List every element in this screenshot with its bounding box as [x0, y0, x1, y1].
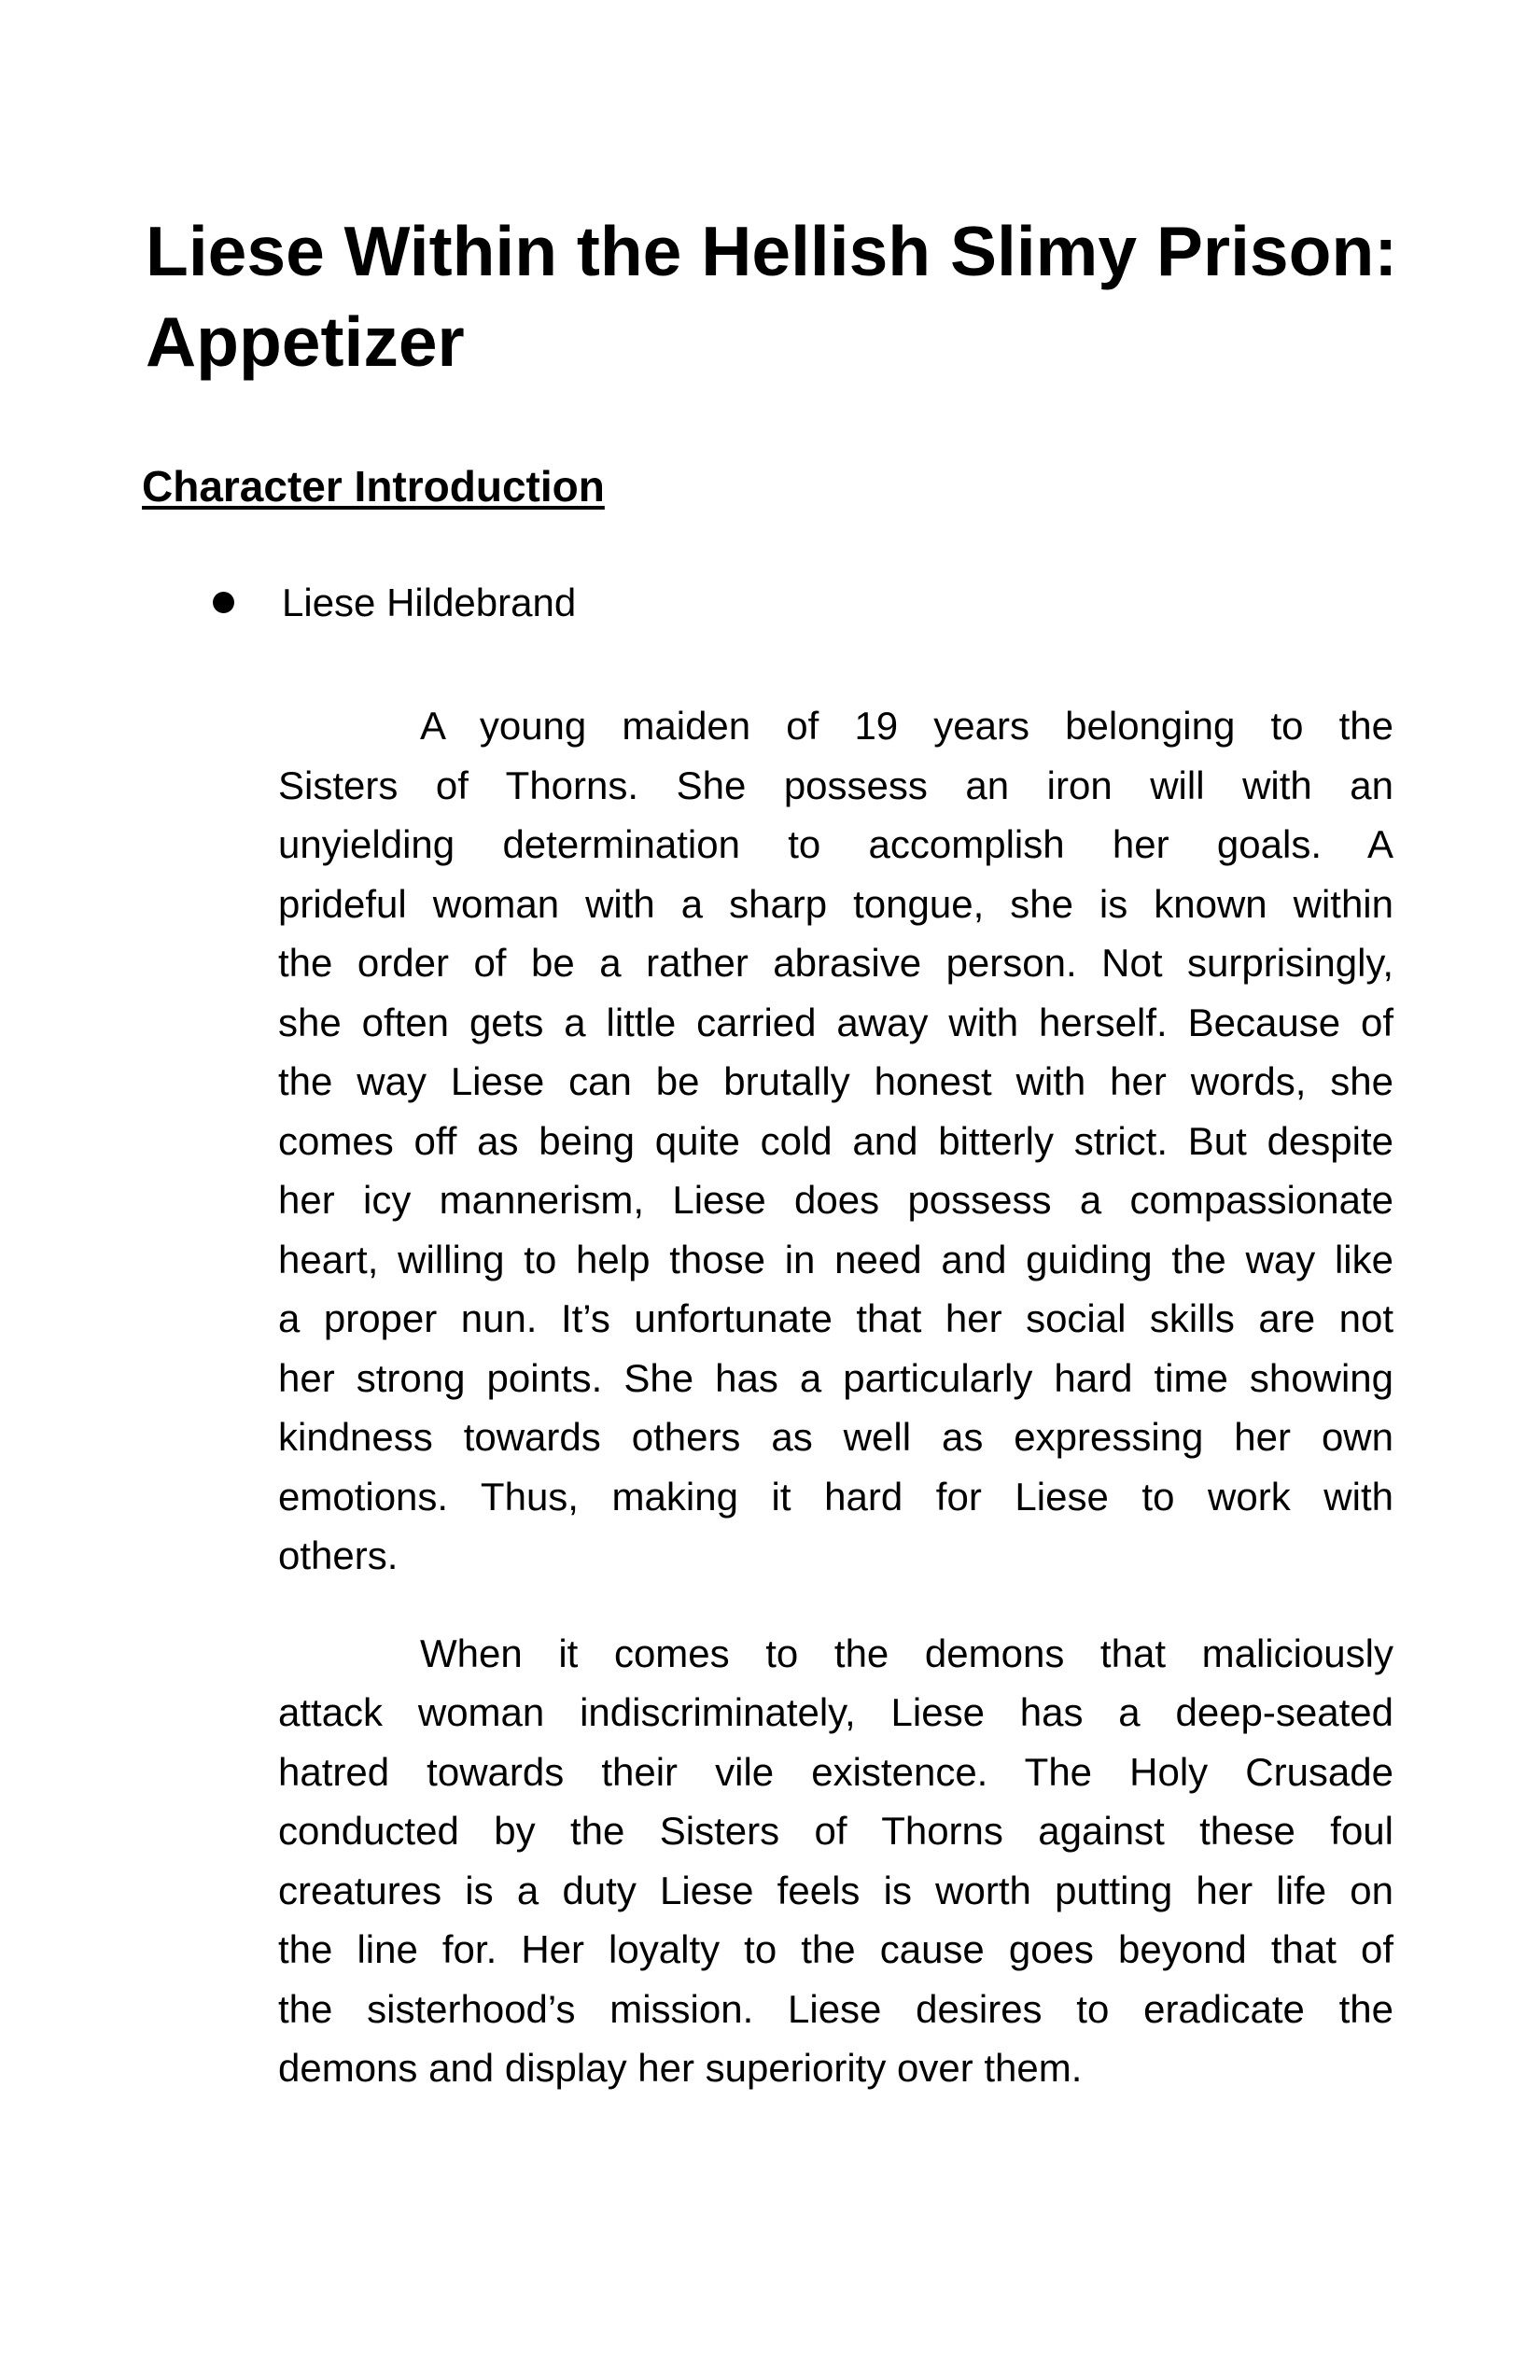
paragraph-line: heart, willing to help those in need and guiding the way like	[278, 1237, 1393, 1281]
paragraph-line: prideful woman with a sharp tongue, she is known within	[278, 881, 1393, 926]
section-heading	[142, 458, 605, 514]
section-heading-text: Character Introduction	[142, 462, 605, 511]
paragraph-line: the way Liese can be brutally honest with her words, she	[278, 1059, 1393, 1103]
paragraph-line: the order of be a rather abrasive person. Not surprisingly,	[278, 941, 1393, 985]
paragraph-line: her icy mannerism, Liese does possess a compassionate	[278, 1178, 1393, 1222]
paragraph	[278, 1624, 1393, 2098]
paragraph-line: the line for. Her loyalty to the cause goes beyond that of	[278, 1927, 1393, 1971]
paragraph-line: attack woman indiscriminately, Liese has a deep-seated	[278, 1690, 1393, 1734]
paragraph-line: kindness towards others as well as expressing her own	[278, 1415, 1393, 1459]
paragraph-line: hatred towards their vile existence. The Holy Crusade	[278, 1749, 1393, 1794]
character-list	[213, 573, 576, 632]
paragraph-line: creatures is a duty Liese feels is worth putting her life on	[278, 1868, 1393, 1912]
paragraph-line: When it comes to the demons that maliciously	[420, 1631, 1393, 1675]
document-title	[146, 206, 1452, 387]
paragraph-line: demons and display her superiority over them.	[278, 2046, 1083, 2090]
paragraph-line: she often gets a little carried away with herself. Because of	[278, 1000, 1393, 1044]
paragraph-line: the sisterhood’s mission. Liese desires to eradicate the	[278, 1986, 1393, 2031]
paragraph-line: her strong points. She has a particularly hard time showing	[278, 1355, 1393, 1400]
paragraph-line: comes off as being quite cold and bitterly strict. But despite	[278, 1118, 1393, 1163]
title-line: Liese Within the Hellish Slimy Prison:	[146, 212, 1398, 290]
paragraph-line: Sisters of Thorns. She possess an iron will with an	[278, 763, 1393, 807]
list-item	[213, 573, 576, 632]
paragraph-line: a proper nun. It’s unfortunate that her social skills are not	[278, 1296, 1393, 1340]
paragraph-line: conducted by the Sisters of Thorns against these foul	[278, 1809, 1393, 1853]
paragraph-line: A young maiden of 19 years belonging to the	[420, 704, 1393, 748]
body-paragraphs	[278, 696, 1393, 2098]
paragraph-line: others.	[278, 1533, 399, 1577]
title-line: Appetizer	[146, 302, 465, 381]
list-item-label: Liese Hildebrand	[282, 581, 577, 624]
bullet-icon	[213, 592, 234, 613]
paragraph	[278, 696, 1393, 1586]
paragraph-line: emotions. Thus, making it hard for Liese to work with	[278, 1474, 1393, 1519]
paragraph-line: unyielding determination to accomplish her goals. A	[278, 822, 1393, 866]
